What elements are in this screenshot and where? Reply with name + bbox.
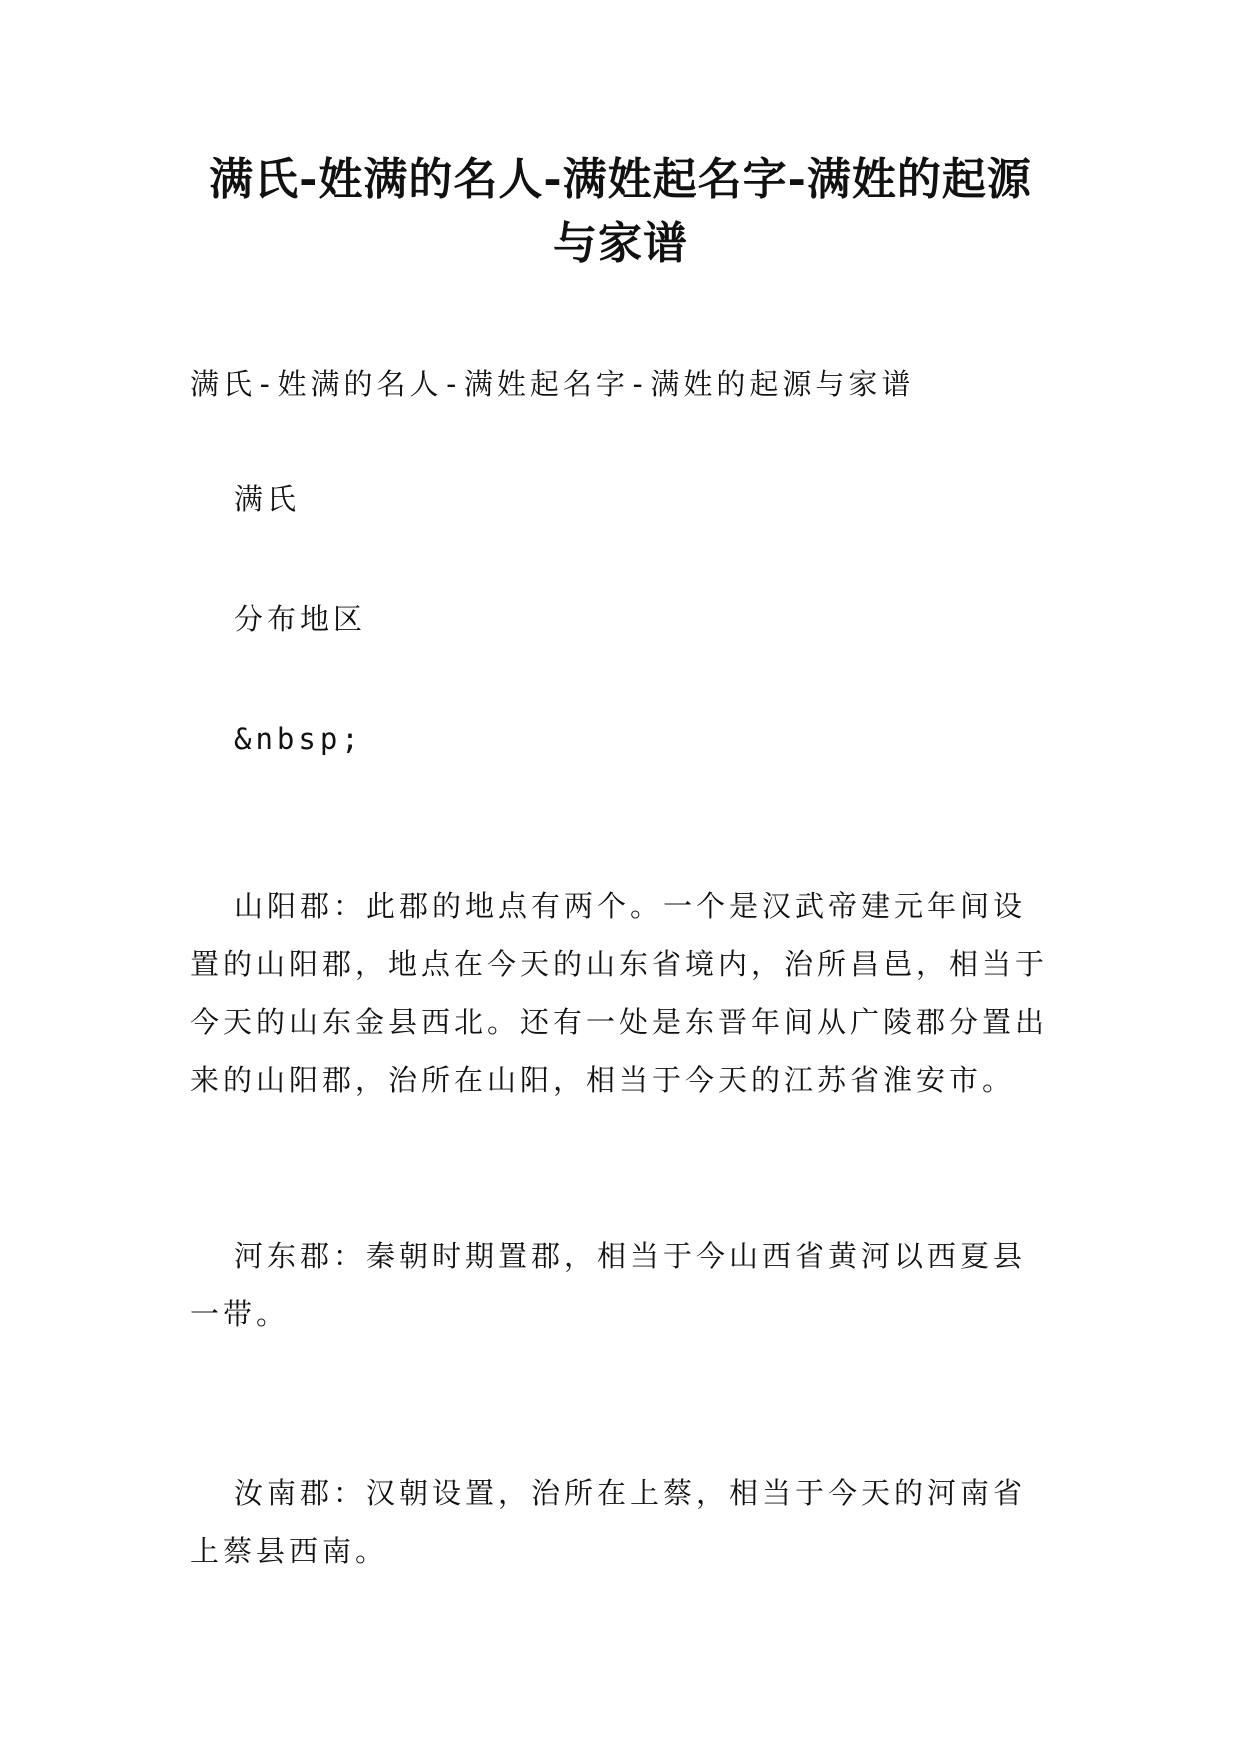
document-title: 满氏-姓满的名人-满姓起名字-满姓的起源与家谱 bbox=[209, 154, 1032, 269]
hedong-paragraph: 河东郡：秦朝时期置郡，相当于今山西省黄河以西夏县一带。 bbox=[190, 1239, 1027, 1331]
runan-paragraph: 汝南郡：汉朝设置，治所在上蔡，相当于今天的河南省上蔡县西南。 bbox=[190, 1476, 1027, 1568]
surname-paragraph: 满氏 bbox=[234, 482, 301, 516]
subtitle-paragraph: 满氏-姓满的名人-满姓起名字-满姓的起源与家谱 bbox=[190, 367, 915, 401]
nbsp-paragraph: &nbsp; bbox=[234, 722, 363, 756]
distribution-heading: 分布地区 bbox=[234, 602, 367, 636]
shanyang-paragraph: 山阳郡：此郡的地点有两个。一个是汉武帝建元年间设置的山阳郡，地点在今天的山东省境内，治所昌邑，相当于今天的山东金县西北。还有一处是东晋年间从广陵郡分置出来的山阳郡，治所在山阳，相当于今天的江苏省淮安市。 bbox=[190, 889, 1049, 1097]
